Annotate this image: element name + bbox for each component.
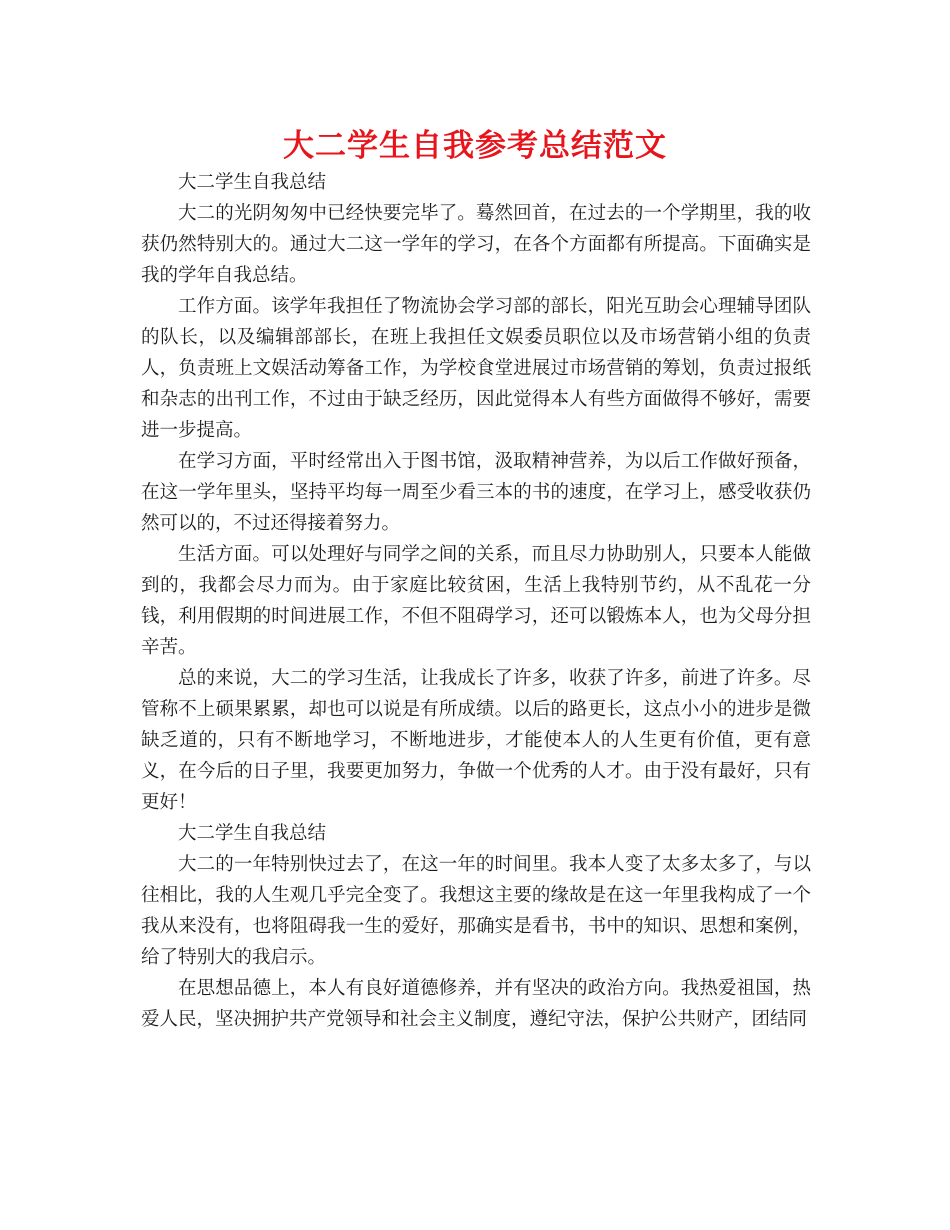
paragraph: 大二的一年特别快过去了，在这一年的时间里。我本人变了太多太多了，与以往相比，我的人生观几乎完全变了。我想这主要的缘故是在这一年里我构成了一个我从来没有，也将阻碍我一生的爱好，那确实是看书，书中的知识、思想和案例，给了特别大的我启示。	[141, 854, 811, 968]
paragraph: 总的来说，大二的学习生活，让我成长了许多，收获了许多，前进了许多。尽管称不上硕果累累，却也可以说是有所成绩。以后的路更长，这点小小的进步是微缺乏道的，只有不断地学习，不断地进步，才能使本人的人生更有价值，更有意义，在今后的日子里，我要更加努力，争做一个优秀的人才。由于没有最好，只有更好！	[141, 668, 811, 813]
paragraph: 工作方面。该学年我担任了物流协会学习部的部长，阳光互助会心理辅导团队的队长，以及编辑部部长，在班上我担任文娱委员职位以及市场营销小组的负责人，负责班上文娱活动筹备工作，为学校食堂进展过市场营销的筹划，负责过报纸和杂志的出刊工作，不过由于缺乏经历，因此觉得本人有些方面做得不够好，需要进一步提高。	[141, 296, 811, 441]
document-title: 大二学生自我参考总结范文	[283, 128, 667, 164]
paragraph: 大二的光阴匆匆中已经快要完毕了。蓦然回首，在过去的一个学期里，我的收获仍然特别大的。通过大二这一学年的学习，在各个方面都有所提高。下面确实是我的学年自我总结。	[141, 203, 811, 286]
section-heading: 大二学生自我总结	[178, 172, 327, 193]
paragraph: 生活方面。可以处理好与同学之间的关系，而且尽力协助别人，只要本人能做到的，我都会尽力而为。由于家庭比较贫困，生活上我特别节约，从不乱花一分钱，利用假期的时间进展工作，不但不阻碍学习，还可以锻炼本人，也为父母分担辛苦。	[141, 544, 811, 658]
paragraph: 在学习方面，平时经常出入于图书馆，汲取精神营养，为以后工作做好预备，在这一学年里头，坚持平均每一周至少看三本的书的速度，在学习上，感受收获仍然可以的，不过还得接着努力。	[141, 451, 811, 534]
section-heading: 大二学生自我总结	[178, 823, 327, 844]
paragraph: 在思想品德上，本人有良好道德修养，并有坚决的政治方向。我热爱祖国，热爱人民，坚决拥护共产党领导和社会主义制度，遵纪守法，保护公共财产，团结同	[141, 978, 811, 1030]
document-body	[141, 167, 811, 1035]
